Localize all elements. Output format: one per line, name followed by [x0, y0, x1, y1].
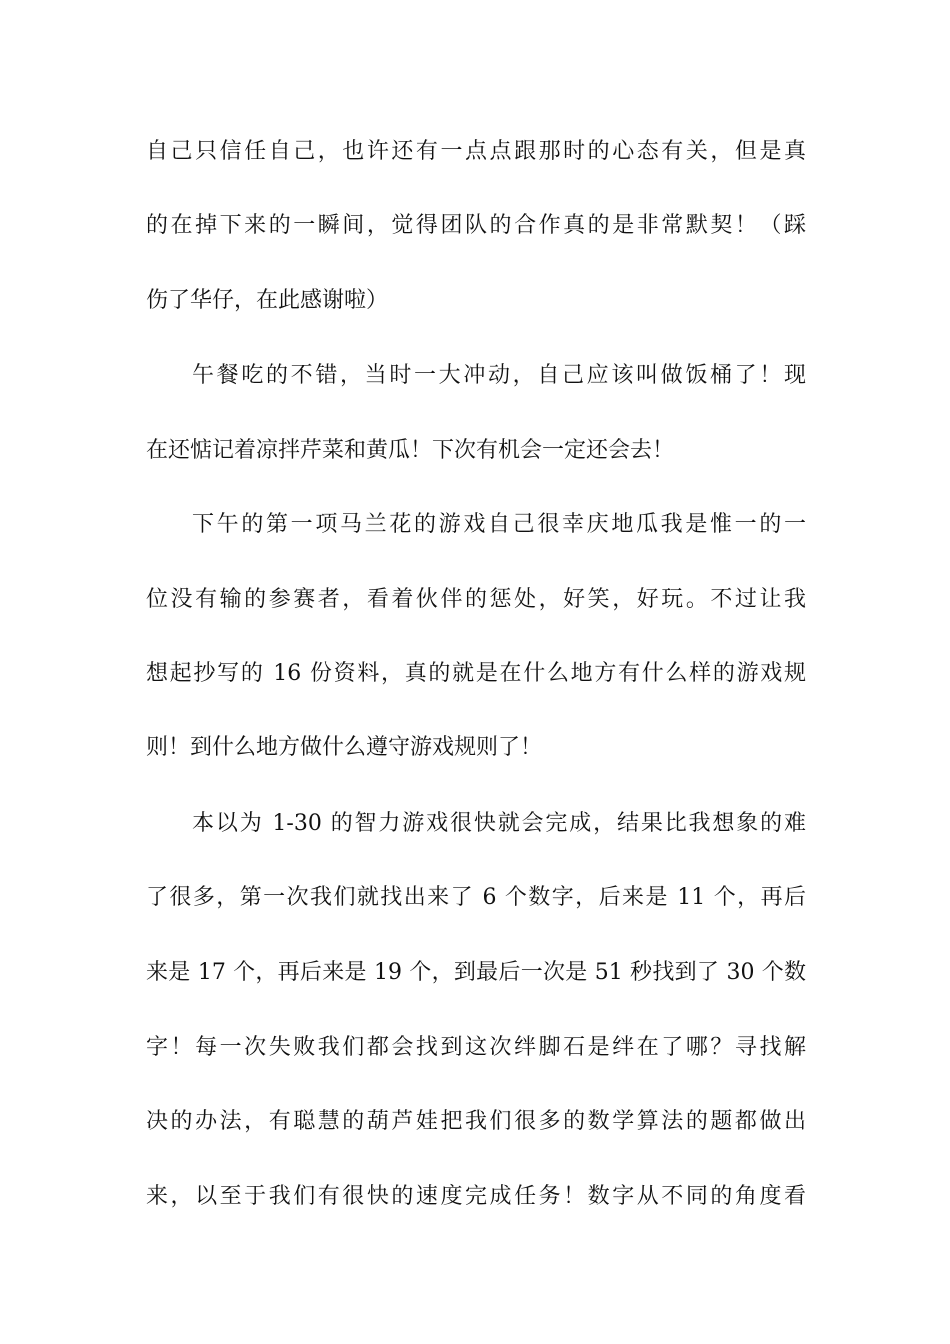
text-line-10: 本以为 1-30 的智力游戏很快就会完成，结果比我想象的难 [192, 811, 806, 836]
text-line-4: 午餐吃的不错，当时一大冲动，自己应该叫做饭桶了！现 [192, 363, 806, 388]
text-line-11: 了很多，第一次我们就找出来了 6 个数字，后来是 11 个，再后 [146, 885, 806, 910]
text-line-6: 下午的第一项马兰花的游戏自己很幸庆地瓜我是惟一的一 [192, 512, 806, 537]
text-line-15: 来，以至于我们有很快的速度完成任务！数字从不同的角度看 [146, 1184, 806, 1209]
text-line-8: 想起抄写的 16 份资料，真的就是在什么地方有什么样的游戏规 [146, 661, 806, 686]
text-line-9: 则！到什么地方做什么遵守游戏规则了！ [146, 735, 543, 760]
text-line-2: 的在掉下来的一瞬间，觉得团队的合作真的是非常默契！（踩 [146, 213, 806, 238]
text-line-1: 自己只信任自己，也许还有一点点跟那时的心态有关，但是真 [146, 139, 806, 164]
text-line-13: 字！每一次失败我们都会找到这次绊脚石是绊在了哪？寻找解 [146, 1035, 806, 1060]
text-line-7: 位没有输的参赛者，看着伙伴的惩处，好笑，好玩。不过让我 [146, 587, 806, 612]
text-line-5: 在还惦记着凉拌芹菜和黄瓜！下次有机会一定还会去！ [146, 438, 675, 463]
text-line-12: 来是 17 个，再后来是 19 个，到最后一次是 51 秒找到了 30 个数 [146, 960, 806, 985]
text-line-3: 伤了华仔，在此感谢啦） [146, 288, 389, 313]
text-line-14: 决的办法，有聪慧的葫芦娃把我们很多的数学算法的题都做出 [146, 1109, 806, 1134]
